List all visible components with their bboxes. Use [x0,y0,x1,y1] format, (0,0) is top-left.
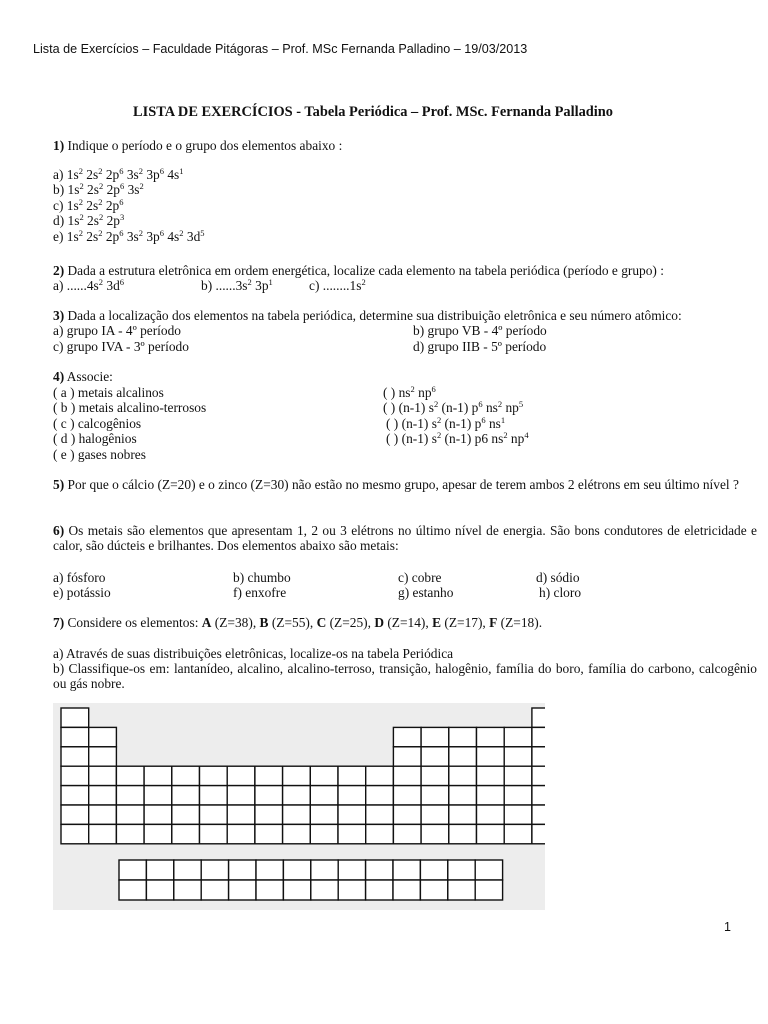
table-cell [146,880,173,900]
question-4-number: 4) [53,369,65,384]
table-cell [532,708,545,727]
orbital-term: $2p^6$ [105,228,124,244]
table-cell [283,805,311,824]
table-cell [421,786,449,805]
table-cell [477,727,505,746]
table-cell [256,860,283,880]
table-cell [393,860,420,880]
table-cell [119,860,146,880]
question-4 [53,369,113,384]
table-cell [448,880,475,900]
table-cell [504,805,532,824]
table-cell [532,786,545,805]
table-cell [61,805,89,824]
table-cell [174,860,201,880]
orbital-term: $2s^2$ [86,197,103,213]
table-cell [448,860,475,880]
q1-item-c: c) $1s^2$ $2s^2$ $2p^6$ [53,197,124,213]
table-cell [256,880,283,900]
question-6-text: Os metais são elementos que apresentam 1, 2 ou 3 elétrons no último nível de energia. São bons condutores de eletricidade e calor, são dúcteis e brilhantes. Dos elementos abaixo são metais: [53,523,757,553]
q4-left-c: ( c ) calcogênios [53,416,142,431]
orbital-term: $1s^2$ [67,181,84,197]
orbital-term: $3d^6$ [106,277,125,293]
orbital-term: $3p^6$ [146,166,164,182]
table-cell [393,766,421,785]
page-title: LISTA DE EXERCÍCIOS - Tabela Periódica – Prof. MSc. Fernanda Palladino [133,104,614,120]
table-cell [532,824,545,843]
table-cell [338,824,366,843]
table-cell [144,766,172,785]
table-cell [504,786,532,805]
table-cell [311,880,338,900]
table-cell [255,786,283,805]
table-cell [477,747,505,766]
q4-left-a: ( a ) metais alcalinos [53,385,164,400]
table-cell [116,805,144,824]
table-cell [504,727,532,746]
table-cell [310,786,338,805]
orbital-term: $4s^2$ [86,277,104,293]
orbital-term: $1s^2$ [66,166,83,182]
table-cell [504,747,532,766]
question-6-number: 6) [53,523,65,538]
periodic-table-grid [53,703,545,910]
table-cell [116,824,144,843]
table-cell [283,880,310,900]
orbital-term: $2p^6$ [105,197,124,213]
table-cell [449,786,477,805]
table-cell [532,766,545,785]
table-cell [393,786,421,805]
question-7: 7) Considere os elementos: A (Z=38), B (Z=55), C (Z=25), D (Z=14), E (Z=17), F (Z=18). [53,615,543,630]
q3-item-a: a) grupo IA - 4º período [53,323,181,338]
table-cell [89,786,117,805]
table-cell [116,786,144,805]
q6-item-f: f) enxofre [233,585,287,600]
orbital-term: $3s^2$ [126,228,143,244]
table-cell [338,786,366,805]
table-cell [477,805,505,824]
orbital-term: $3p^6$ [146,228,164,244]
table-cell [89,766,117,785]
table-cell [477,824,505,843]
question-3-number: 3) [53,308,65,323]
table-cell [172,766,200,785]
orbital-term: $4s^1$ [167,166,184,182]
table-cell [283,766,311,785]
question-6 [53,523,757,553]
table-cell [89,727,117,746]
q7-part-b: b) Classifique-os em: lantanídeo, alcalino, alcalino-terroso, transição, halogênio, família do boro, família do carbono, calcogênio ou gás nobre. [53,661,757,691]
q3-item-c: c) grupo IVA - 3º período [53,339,189,354]
orbital-term: $2s^2$ [87,212,104,228]
table-cell [338,766,366,785]
table-cell [338,880,365,900]
table-cell [449,727,477,746]
q1-item-a: a) $1s^2$ $2s^2$ $2p^6$ $3s^2$ $3p^6$ $4s^1$ [53,166,184,182]
table-cell [311,860,338,880]
orbital-term: $3s^2$ [235,277,252,293]
q3-item-d: d) grupo IIB - 5º período [413,339,547,354]
table-cell [227,824,255,843]
table-cell [89,747,117,766]
table-cell [229,860,256,880]
table-cell [61,824,89,843]
orbital-term: $4s^2$ [167,228,184,244]
question-1 [53,138,342,153]
q2-item-c: c) $........1s^2$ [309,277,366,293]
table-cell [477,786,505,805]
question-5-text: Por que o cálcio (Z=20) e o zinco (Z=30) não estão no mesmo grupo, apesar de terem ambos 2 elétrons em seu último nível ? [64,477,739,492]
q1-item-d: d) $1s^2$ $2s^2$ $2p^3$ [53,212,125,228]
q6-item-g: g) estanho [398,585,454,600]
orbital-term: $2p^6$ [106,181,125,197]
orbital-term: $2p^6$ [105,166,124,182]
table-cell [61,786,89,805]
table-cell [116,766,144,785]
orbital-term: $1s^2$ [67,212,84,228]
table-cell [366,766,394,785]
question-1-number: 1) [53,138,65,153]
table-cell [366,880,393,900]
table-cell [89,805,117,824]
table-cell [532,727,545,746]
table-cell [310,766,338,785]
table-cell [366,824,394,843]
table-cell [393,727,421,746]
table-cell [61,747,89,766]
table-cell [310,805,338,824]
q4-right-3: ( ) (n-1) $s^2$ (n-1) $p^6$ $ns^1$ [386,415,506,431]
orbital-term: $3d^5$ [186,228,205,244]
table-cell [255,824,283,843]
table-cell [201,880,228,900]
table-cell [229,880,256,900]
orbital-term: $2s^2$ [87,181,104,197]
question-2 [53,263,664,278]
table-cell [144,805,172,824]
orbital-term: $2s^2$ [86,166,103,182]
table-cell [89,824,117,843]
page-number: 1 [724,920,731,934]
q4-left-e: ( e ) gases nobres [53,447,146,462]
orbital-term: $1s^2$ [66,228,83,244]
table-cell [119,880,146,900]
table-cell [421,824,449,843]
table-cell [504,766,532,785]
table-cell [421,766,449,785]
table-cell [200,786,228,805]
question-2-number: 2) [53,263,65,278]
q1-item-b: b) $1s^2$ $2s^2$ $2p^6$ $3s^2$ [53,181,144,197]
question-2-text: Dada a estrutura eletrônica em ordem energética, localize cada elemento na tabela periódica (período e grupo) : [64,263,664,278]
question-7-text: Considere os elementos: [64,615,202,630]
q4-left-b: ( b ) metais alcalino-terrosos [53,400,207,415]
table-cell [449,747,477,766]
table-cell [283,786,311,805]
table-cell [421,747,449,766]
table-cell [144,786,172,805]
table-cell [172,824,200,843]
page-header: Lista de Exercícios – Faculdade Pitágoras – Prof. MSc Fernanda Palladino – 19/03/2013 [33,42,528,56]
question-3 [53,308,682,323]
table-cell [393,805,421,824]
table-cell [200,805,228,824]
table-cell [532,747,545,766]
table-cell [420,880,447,900]
q4-right-4: ( ) (n-1) $s^2$ (n-1) p6 $ns^2$ $np^4$ [386,430,529,446]
table-cell [227,786,255,805]
table-cell [283,824,311,843]
table-cell [255,805,283,824]
q6-item-a: a) fósforo [53,570,106,585]
table-cell [449,805,477,824]
table-cell [393,747,421,766]
blank-periodic-table [53,703,545,910]
q6-item-d: d) sódio [536,570,580,585]
table-cell [172,786,200,805]
table-cell [475,880,502,900]
table-cell [146,860,173,880]
table-cell [366,805,394,824]
orbital-term: $2p^3$ [106,212,125,228]
table-cell [366,860,393,880]
table-cell [61,708,89,727]
table-cell [475,860,502,880]
table-cell [200,766,228,785]
orbital-term: $3s^2$ [126,166,143,182]
q4-right-1: ( ) $ns^2$ $np^6$ [383,384,436,400]
table-cell [61,766,89,785]
table-cell [504,824,532,843]
table-cell [338,860,365,880]
table-cell [420,860,447,880]
table-cell [283,860,310,880]
q3-item-b: b) grupo VB - 4º período [413,323,547,338]
q1-item-e: e) $1s^2$ $2s^2$ $2p^6$ $3s^2$ $3p^6$ $4s^2$ $3d^5$ [53,228,205,244]
table-cell [449,766,477,785]
table-cell [200,824,228,843]
question-3-text: Dada a localização dos elementos na tabela periódica, determine sua distribuição eletrônica e seu número atômico: [64,308,682,323]
orbital-term: $3p^1$ [255,277,273,293]
table-cell [532,805,545,824]
table-cell [255,766,283,785]
table-cell [201,860,228,880]
table-cell [144,824,172,843]
table-cell [174,880,201,900]
question-7-number: 7) [53,615,65,630]
orbital-term: $1s^2$ [66,197,83,213]
q4-left-d: ( d ) halogênios [53,431,137,446]
table-cell [421,727,449,746]
orbital-term: $3s^2$ [127,181,144,197]
q6-item-b: b) chumbo [233,570,291,585]
table-cell [393,880,420,900]
q4-right-2: ( ) (n-1) $s^2$ (n-1) $p^6$ $ns^2$ $np^5$ [383,399,524,415]
q6-item-h: h) cloro [539,585,582,600]
table-cell [61,727,89,746]
table-cell [477,766,505,785]
table-cell [172,805,200,824]
table-cell [338,805,366,824]
table-cell [227,805,255,824]
table-cell [366,786,394,805]
table-cell [227,766,255,785]
q6-item-e: e) potássio [53,585,111,600]
q2-item-a: a) $......4s^2$ $3d^6$ [53,277,125,293]
q6-item-c: c) cobre [398,570,442,585]
question-4-text: Associe: [64,369,113,384]
question-1-text: Indique o período e o grupo dos elementos abaixo : [64,138,343,153]
orbital-term: $1s^2$ [349,277,366,293]
table-cell [421,805,449,824]
q2-item-b: b) $......3s^2$ $3p^1$ [201,277,273,293]
q7-part-a: a) Através de suas distribuições eletrônicas, localize-os na tabela Periódica [53,646,454,661]
orbital-term: $2s^2$ [86,228,103,244]
question-5 [53,477,757,492]
table-cell [393,824,421,843]
table-cell [310,824,338,843]
table-cell [449,824,477,843]
question-5-number: 5) [53,477,65,492]
